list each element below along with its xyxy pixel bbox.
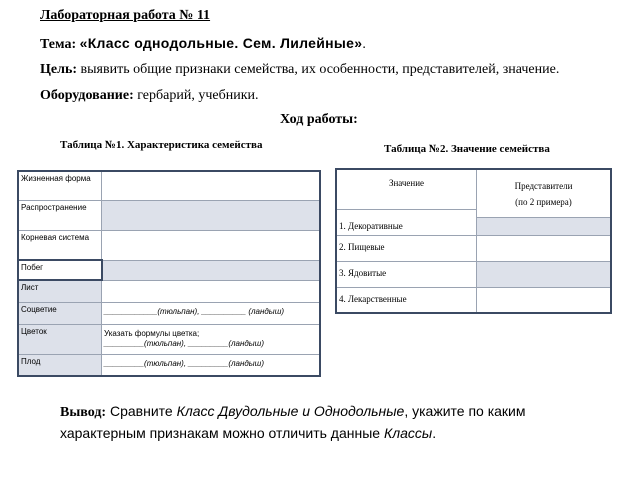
equipment-line (40, 88, 258, 104)
representatives-title: Представители (514, 181, 573, 191)
row-label: 2. Пищевые (336, 235, 477, 261)
conclusion-line-2 (60, 423, 600, 443)
row-label: Побег (18, 260, 102, 280)
conclusion-text: . (432, 425, 437, 441)
flower-blanks: _________(тюльпан), _________(ландыш) (104, 338, 264, 348)
topic-end: . (362, 37, 366, 52)
progress-heading: Ход работы: (280, 112, 358, 127)
column-header-representatives (477, 169, 612, 217)
table-row (18, 200, 320, 230)
representatives-cell[interactable] (477, 217, 612, 235)
lab-title: Лабораторная работа № 11 (40, 8, 211, 23)
goal-text: выявить общие признаки семейства, их особенности, представителей, значение. (80, 62, 560, 77)
conclusion-emphasis: Класс Двудольные и Однодольные (176, 403, 405, 419)
representatives-cell[interactable] (477, 287, 612, 313)
table-row (18, 230, 320, 260)
row-label: Распространение (18, 200, 102, 230)
table-row (18, 280, 320, 302)
row-label: Соцветие (18, 302, 102, 324)
table-row (18, 324, 320, 354)
equipment-label: Оборудование: (40, 88, 134, 103)
conclusion-text: , укажите по каким (404, 403, 526, 419)
table-row (336, 235, 611, 261)
table-row (336, 287, 611, 313)
goal-label: Цель: (40, 62, 78, 77)
row-label: 1. Декоративные (336, 209, 477, 235)
row-value-cell[interactable]: ____________(тюльпан), __________ (ландыш) (102, 302, 321, 324)
table2-caption: Таблица №2. Значение семейства (384, 143, 550, 155)
representatives-cell[interactable] (477, 261, 612, 287)
table1-caption: Таблица №1. Характеристика семейства (60, 139, 263, 151)
column-header-significance: Значение (336, 169, 477, 209)
row-label: 4. Лекарственные (336, 287, 477, 313)
row-value-cell[interactable] (102, 324, 321, 354)
conclusion-text: Сравните (109, 403, 173, 419)
family-characteristics-table (17, 170, 321, 377)
row-value-cell[interactable] (102, 171, 321, 200)
equipment-text: гербарий, учебники. (137, 88, 259, 103)
row-value-cell[interactable]: _________(тюльпан), _________(ландыш) (102, 354, 321, 376)
table-row (18, 171, 320, 200)
family-significance-table (335, 168, 612, 314)
topic-value: «Класс однодольные. Сем. Лилейные» (79, 35, 363, 51)
table-row (18, 354, 320, 376)
row-label: Жизненная форма (18, 171, 102, 200)
row-value-cell[interactable] (102, 200, 321, 230)
flower-instruction: Указать формулы цветка; (104, 328, 200, 338)
conclusion-text: характерным признакам можно отличить данные (60, 425, 381, 441)
goal-line (40, 62, 559, 78)
conclusion-label: Вывод: (60, 405, 107, 420)
row-value-cell[interactable] (102, 260, 321, 280)
representatives-cell[interactable] (477, 235, 612, 261)
representatives-subtitle: (по 2 примера) (515, 197, 572, 207)
table-header-row (336, 169, 611, 209)
table-row (336, 261, 611, 287)
table-row (18, 260, 320, 280)
row-label: Корневая система (18, 230, 102, 260)
topic-line (40, 35, 366, 53)
table-row (18, 302, 320, 324)
row-label: Плод (18, 354, 102, 376)
conclusion (60, 401, 600, 443)
row-value-cell[interactable] (102, 280, 321, 302)
conclusion-line-1 (60, 401, 600, 423)
conclusion-emphasis: Классы (383, 425, 433, 441)
topic-label: Тема: (40, 37, 77, 52)
row-label: 3. Ядовитые (336, 261, 477, 287)
row-label: Лист (18, 280, 102, 302)
row-label: Цветок (18, 324, 102, 354)
row-value-cell[interactable] (102, 230, 321, 260)
